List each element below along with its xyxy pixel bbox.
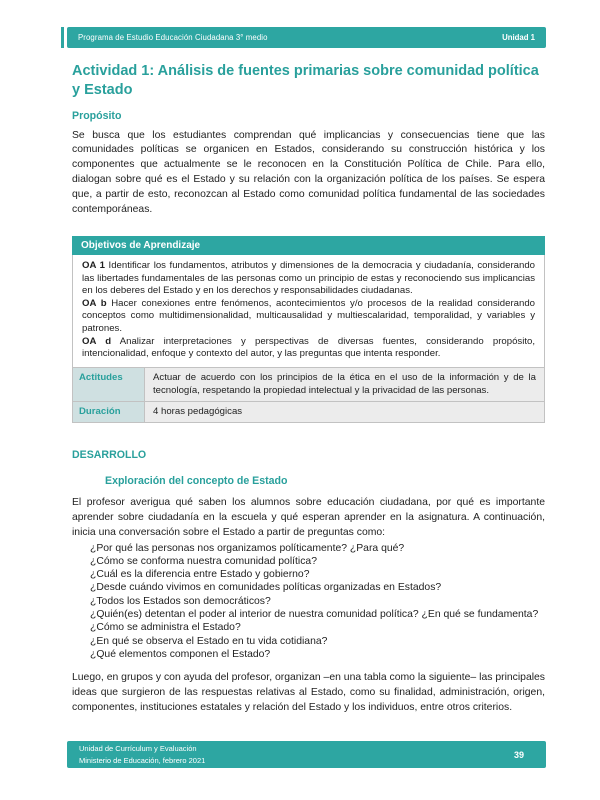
question-item-6: ¿Quién(es) detentan el poder al interior de nuestra comunidad política? ¿En qué se fundamenta?	[90, 609, 539, 621]
page-header-bar	[67, 27, 546, 48]
duracion-value: 4 horas pedagógicas	[145, 402, 544, 422]
header-program-title: Programa de Estudio Educación Ciudadana 3° medio	[78, 33, 268, 42]
objective-oab-text: Hacer conexiones entre fenómenos, acontecimientos y/o procesos de la realidad considerando conceptos como multidimensionalidad, multicausalidad y multiescalaridad, temporalidad, y variables y patrones.	[82, 298, 535, 334]
proposito-heading: Propósito	[72, 109, 122, 122]
question-item-3: ¿Cuál es la diferencia entre Estado y gobierno?	[90, 569, 310, 581]
objectives-table-header: Objetivos de Aprendizaje	[72, 236, 545, 255]
question-item-1: ¿Por qué las personas nos organizamos políticamente? ¿Para qué?	[90, 542, 405, 554]
footer-org-block	[79, 743, 205, 766]
objective-oab	[82, 298, 535, 335]
page-number: 39	[513, 749, 524, 760]
question-item-2: ¿Cómo se conforma nuestra comunidad política?	[90, 555, 317, 567]
actitudes-label: Actitudes	[73, 368, 145, 401]
objectives-table	[72, 236, 545, 423]
objectives-list	[73, 255, 544, 368]
objective-oa1-text: Identificar los fundamentos, atributos y dimensiones de la democracia y ciudadanía, considerando las libertades fundamentales de las personas como un principio de estas y reconociendo sus implicancias en los deberes del Estado y en los derechos y responsabilidades ciudadanas.	[82, 260, 535, 296]
exploracion-subheading: Exploración del concepto de Estado	[105, 475, 288, 488]
desarrollo-closing-paragraph: Luego, en grupos y con ayuda del profesor, organizan –en una tabla como la siguiente– las principales ideas que surgieron de las respuestas relativas al Estado, como su finalidad, administración, origen, componentes, instituciones estatales y relación del Estado y los individuos, entre otros criterios.	[72, 672, 545, 713]
duracion-row	[73, 402, 544, 422]
page-content	[72, 62, 545, 716]
question-item-4: ¿Desde cuándo vivimos en comunidades políticas organizadas en Estados?	[90, 582, 442, 594]
actitudes-row	[73, 368, 544, 402]
page-footer-bar	[67, 741, 546, 768]
footer-line2: Ministerio de Educación, febrero 2021	[79, 755, 206, 765]
footer-line1: Unidad de Currículum y Evaluación	[79, 743, 197, 753]
header-accent-line	[61, 27, 64, 48]
duracion-label: Duración	[73, 402, 145, 422]
objective-oad	[82, 336, 535, 361]
question-item-7: ¿Cómo se administra el Estado?	[90, 622, 241, 634]
actitudes-value: Actuar de acuerdo con los principios de la ética en el uso de la información y de la tecnología, respetando la propiedad intelectual y la privacidad de las personas.	[145, 368, 544, 401]
question-item-8: ¿En qué se observa el Estado en tu vida cotidiana?	[90, 635, 328, 647]
objective-oa1	[82, 260, 535, 297]
questions-list	[90, 542, 545, 662]
objective-oab-code: OA b	[82, 298, 107, 310]
activity-title: Actividad 1: Análisis de fuentes primarias sobre comunidad política y Estado	[72, 63, 539, 98]
desarrollo-heading: DESARROLLO	[72, 449, 147, 462]
desarrollo-intro-paragraph: El profesor averigua qué saben los alumnos sobre educación ciudadana, por qué es importante aprender sobre ciudadanía en la escuela y qué esperan aprender en la asignatura. A continuación, inicia una conversación sobre el Estado a partir de preguntas como:	[72, 497, 545, 538]
objective-oad-code: OA d	[82, 335, 112, 347]
objective-oad-text: Analizar interpretaciones y perspectivas de diversas fuentes, considerando propósito, intencionalidad, enfoque y contexto del autor, y las preguntas que intenta responder.	[82, 335, 536, 360]
proposito-paragraph: Se busca que los estudiantes comprendan qué implicancias y consecuencias tiene que las comunidades políticas se organicen en Estados, considerando su construcción histórica y los componentes que actualmente se le reconocen en la Constitución Política de Chile. Para ello, dialogan sobre qué es el Estado y su relación con la organización política de los países. Se espera que, a partir de esto, reconozcan al Estado como comunidad política fundamental de las sociedades contemporáneas.	[72, 129, 545, 215]
objective-oa1-code: OA 1	[82, 260, 105, 272]
question-item-9: ¿Qué elementos componen el Estado?	[90, 649, 271, 660]
question-item-5: ¿Todos los Estados son democráticos?	[90, 595, 271, 607]
header-unit-label: Unidad 1	[502, 33, 535, 42]
